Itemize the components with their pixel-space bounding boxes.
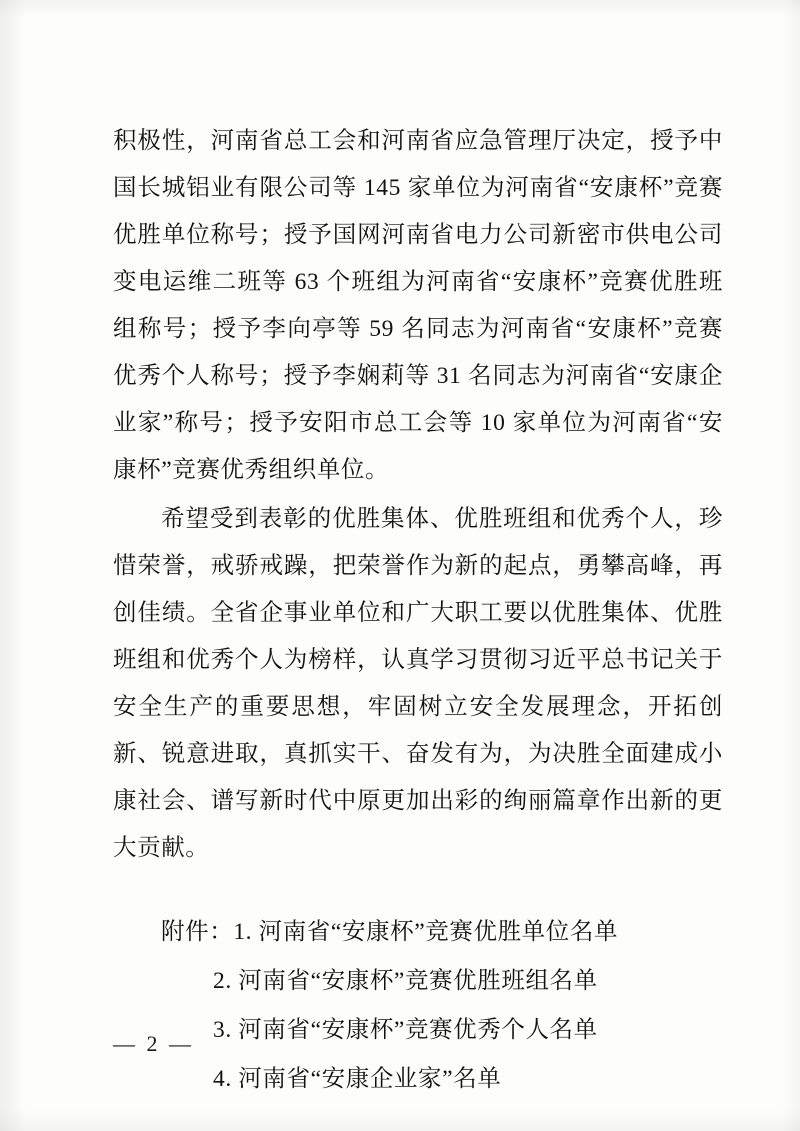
- page-number: — 2 —: [113, 1031, 194, 1056]
- scan-shadow-bottom: [0, 1109, 800, 1131]
- attachments-list: [113, 908, 723, 1104]
- attachment-item-1: [113, 908, 723, 957]
- paragraph-expectation: 希望受到表彰的优胜集体、优胜班组和优秀个人，珍惜荣誉，戒骄戒躁，把荣誉作为新的起点，勇攀高峰，再创佳绩。全省企事业单位和广大职工要以优胜集体、优胜班组和优秀个人为榜样，认真学习贯彻习近平总书记关于安全生产的重要思想，牢固树立安全发展理念，开拓创新、锐意进取，真抓实干、奋发有为，为决胜全面建成小康社会、谱写新时代中原更加出彩的绚丽篇章作出新的更大贡献。: [113, 506, 723, 861]
- attachments-label: 附件：: [161, 919, 234, 945]
- attachment-text-1: 1. 河南省“安康杯”竞赛优胜单位名单: [233, 919, 619, 945]
- attachment-item-3: 3. 河南省“安康杯”竞赛优秀个人名单: [213, 1017, 598, 1043]
- attachment-item-4: 4. 河南省“安康企业家”名单: [213, 1066, 502, 1092]
- scan-shadow-right: [782, 0, 800, 1131]
- document-body: [113, 118, 723, 1104]
- scan-shadow-top: [0, 0, 800, 18]
- paragraph-award-decision: 积极性，河南省总工会和河南省应急管理厅决定，授予中国长城铝业有限公司等 145 家单位为河南省“安康杯”竞赛优胜单位称号；授予国网河南省电力公司新密市供电公司变电运维二班等 63 个班组为河南省“安康杯”竞赛优胜班组称号；授予李向亭等 59 名同志为河南省“安康杯”竞赛优秀个人称号；授予李娴莉等 31 名同志为河南省“安康企业家”称号；授予安阳市总工会等 10 家单位为河南省“安康杯”竞赛优秀组织单位。: [113, 128, 723, 483]
- scan-shadow-left: [0, 0, 26, 1131]
- attachment-item-2: 2. 河南省“安康杯”竞赛优胜班组名单: [213, 968, 598, 994]
